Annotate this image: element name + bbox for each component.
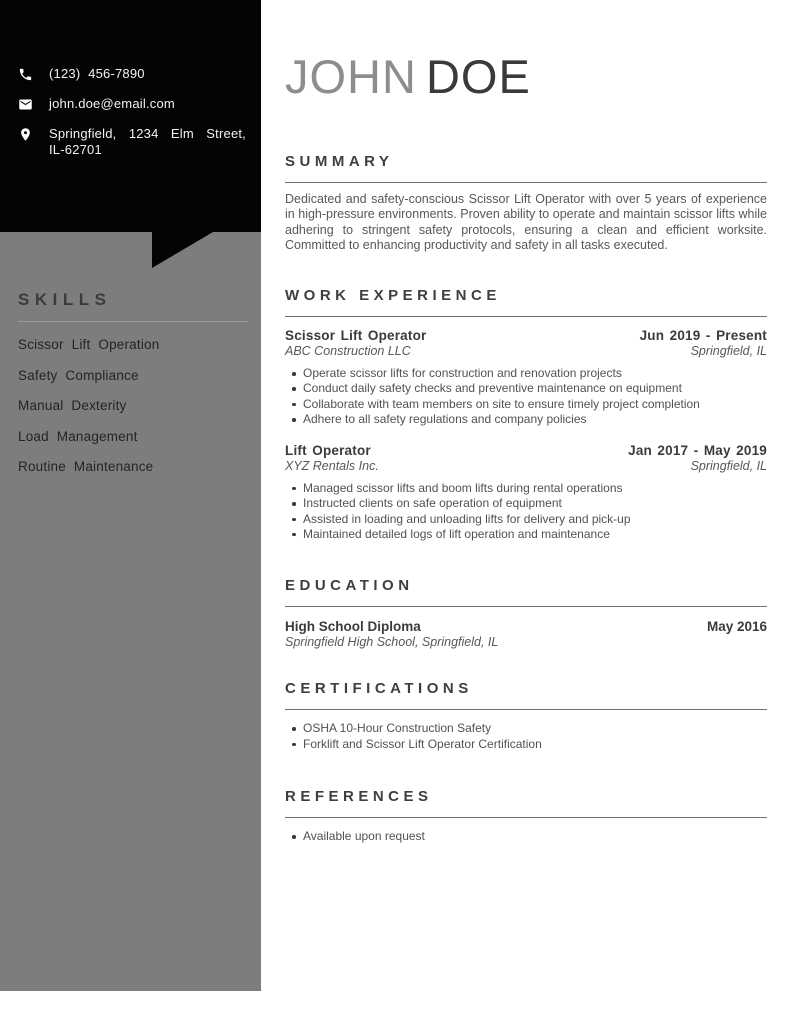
skills-section xyxy=(18,290,248,490)
work-experience-section xyxy=(285,287,767,542)
bullet-item: Operate scissor lifts for construction and renovation projects xyxy=(285,366,767,381)
certifications-heading: CERTIFICATIONS xyxy=(285,680,473,698)
location-pin-icon xyxy=(18,126,34,142)
certifications-section xyxy=(285,680,767,752)
job-location: Springfield, IL xyxy=(690,458,767,473)
education-degree-row xyxy=(285,619,767,635)
skills-list xyxy=(18,337,248,474)
bullet-item: Managed scissor lifts and boom lifts during rental operations xyxy=(285,481,767,496)
job-company: ABC Construction LLC xyxy=(285,344,411,359)
bullet-item: Available upon request xyxy=(285,829,767,844)
skill-item: Routine Maintenance xyxy=(18,459,154,474)
summary-text: Dedicated and safety-conscious Scissor Lift Operator with over 5 years of experience in high-pressure environments. Proven ability to operate and maintain scissor lifts while adhering to stringent safety protocols, ensuring a clean and efficient worksite. Committed to enhancing productivity and safety in all tasks executed. xyxy=(285,191,767,253)
bullet-item: OSHA 10-Hour Construction Safety xyxy=(285,721,767,736)
resume-main-column xyxy=(285,0,767,845)
section-divider xyxy=(285,817,767,818)
degree-name: High School Diploma xyxy=(285,619,421,635)
job-bullet-list xyxy=(285,366,767,428)
job-subtitle-row xyxy=(285,459,767,474)
section-divider xyxy=(285,709,767,710)
phone-number: (123) 456-7890 xyxy=(49,66,145,81)
bullet-item: Conduct daily safety checks and preventive maintenance on equipment xyxy=(285,381,767,396)
skills-heading: SKILLS xyxy=(18,290,112,309)
bullet-item: Forklift and Scissor Lift Operator Certification xyxy=(285,737,767,752)
summary-section xyxy=(285,153,767,254)
skill-item: Safety Compliance xyxy=(18,367,139,383)
certifications-list xyxy=(285,721,767,752)
contact-address-row xyxy=(18,126,246,158)
email-icon xyxy=(18,96,34,112)
phone-icon xyxy=(18,66,34,82)
work-experience-heading: WORK EXPERIENCE xyxy=(285,287,501,305)
last-name: DOE xyxy=(425,50,531,103)
bullet-item: Collaborate with team members on site to ensure timely project completion xyxy=(285,397,767,412)
section-divider xyxy=(285,606,767,607)
job-subtitle-row xyxy=(285,344,767,359)
job-title-row xyxy=(285,443,767,459)
bullet-item: Maintained detailed logs of lift operation and maintenance xyxy=(285,527,767,542)
education-heading: EDUCATION xyxy=(285,577,414,595)
address xyxy=(49,126,246,158)
skill-item: Manual Dexterity xyxy=(18,398,127,413)
bullet-item: Assisted in loading and unloading lifts for delivery and pick-up xyxy=(285,512,767,527)
skill-item: Scissor Lift Operation xyxy=(18,337,160,352)
email-address: john.doe@email.com xyxy=(49,96,175,111)
section-divider xyxy=(285,182,767,183)
bullet-item: Adhere to all safety regulations and company policies xyxy=(285,412,767,427)
job-dates: Jan 2017 - May 2019 xyxy=(628,442,767,458)
sidebar xyxy=(0,0,261,991)
references-list xyxy=(285,829,767,844)
education-date: May 2016 xyxy=(706,619,767,635)
contact-list xyxy=(18,66,246,172)
references-section xyxy=(285,788,767,844)
job-title: Lift Operator xyxy=(285,442,371,458)
bullet-item: Instructed clients on safe operation of equipment xyxy=(285,496,767,511)
references-heading: REFERENCES xyxy=(285,788,433,806)
contact-panel-tail xyxy=(152,232,213,268)
job-entry xyxy=(285,443,767,543)
address-line-2: IL-62701 xyxy=(49,142,102,157)
contact-email-row xyxy=(18,96,246,112)
summary-heading: SUMMARY xyxy=(285,152,394,170)
education-section xyxy=(285,577,767,650)
job-entry xyxy=(285,328,767,428)
job-title: Scissor Lift Operator xyxy=(285,328,427,344)
address-line-1: Springfield, 1234 Elm Street, xyxy=(49,126,246,141)
section-divider xyxy=(285,316,767,317)
job-company: XYZ Rentals Inc. xyxy=(285,458,379,473)
first-name: JOHN xyxy=(285,50,417,103)
job-bullet-list xyxy=(285,481,767,543)
contact-phone-row xyxy=(18,66,246,82)
job-dates: Jun 2019 - Present xyxy=(639,328,767,344)
job-title-row xyxy=(285,328,767,344)
skill-item: Load Management xyxy=(18,428,138,444)
job-location: Springfield, IL xyxy=(690,344,767,359)
skills-divider xyxy=(18,321,248,322)
school-name: Springfield High School, Springfield, IL xyxy=(285,635,499,650)
contact-panel xyxy=(0,0,261,232)
page-title xyxy=(285,0,767,103)
